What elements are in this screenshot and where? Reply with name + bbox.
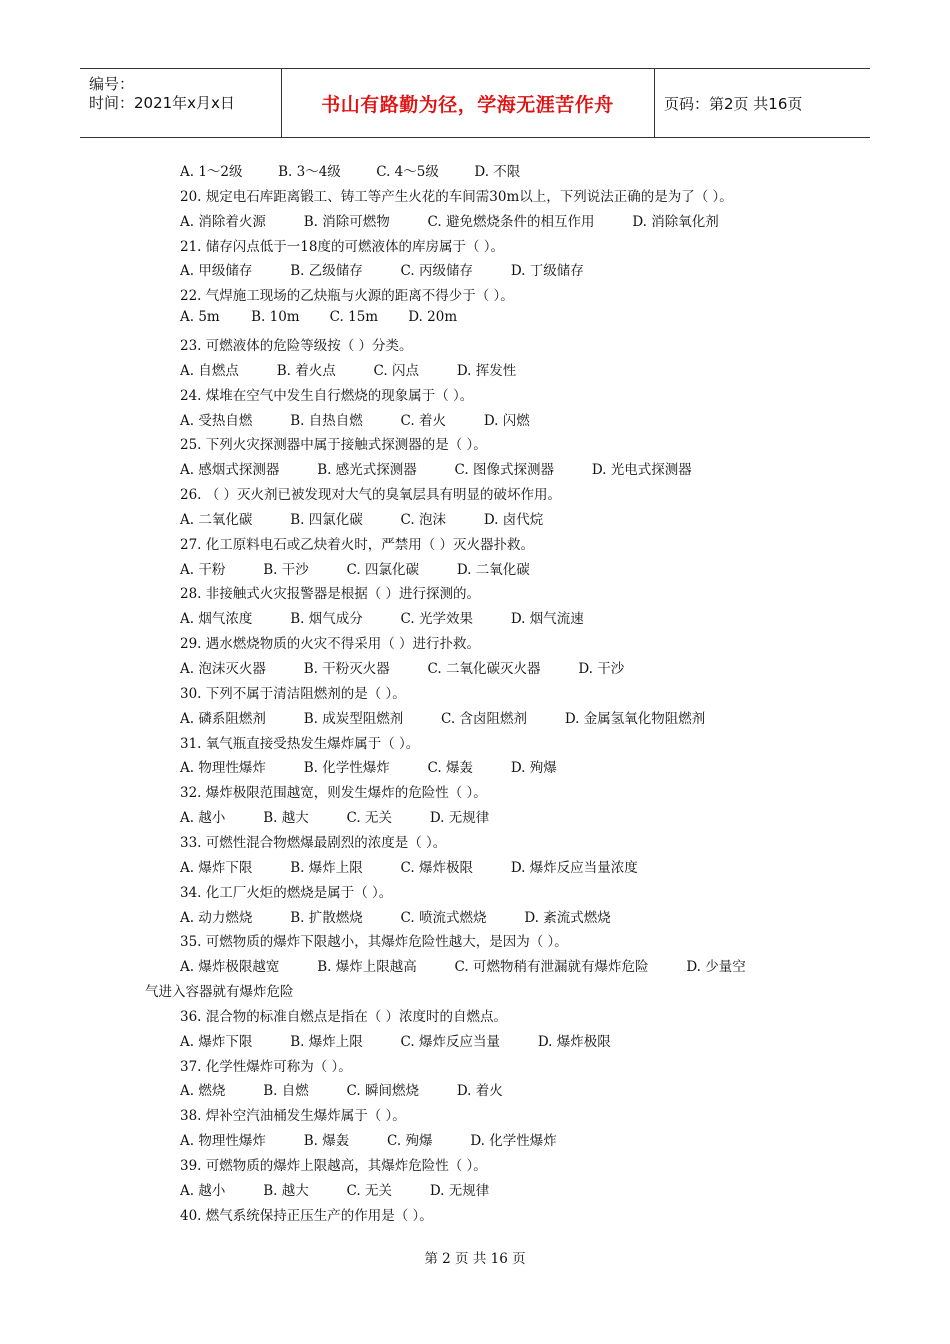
option-a: A. 甲级储存 xyxy=(180,263,253,280)
option-b: B. 四氯化碳 xyxy=(290,511,363,528)
option-c: C. 爆轰 xyxy=(427,760,473,777)
option-a: A. 爆炸极限越宽 xyxy=(180,959,280,976)
option-a: A. 物理性爆炸 xyxy=(180,760,266,777)
option-d: D. 丁级储存 xyxy=(510,263,584,280)
option-c: C. 含卤阻燃剂 xyxy=(441,710,527,727)
option-d: D. 不限 xyxy=(474,164,521,180)
option-c: C. 爆炸极限 xyxy=(400,859,473,876)
question-text: 39. 可燃物质的爆炸上限越高，其爆炸危险性（ ）。 xyxy=(180,1158,487,1174)
option-a: A. 烟气浓度 xyxy=(180,611,253,628)
option-b: B. 10m xyxy=(251,309,300,326)
question-text: 26. （ ）灭火剂已被发现对大气的臭氧层具有明显的破坏作用。 xyxy=(180,487,562,504)
option-c: C. 无关 xyxy=(346,1182,392,1199)
option-d: D. 干沙 xyxy=(578,661,625,677)
option-b: B. 越大 xyxy=(263,810,309,827)
option-c: C. 爆炸反应当量 xyxy=(400,1033,500,1050)
option-c: C. 闪点 xyxy=(373,362,419,379)
option-b: B. 扩散燃烧 xyxy=(290,909,363,926)
option-a: A. 动力燃烧 xyxy=(180,909,253,926)
question-text: 28. 非接触式火灾报警器是根据（ ）进行探测的。 xyxy=(180,586,481,603)
option-c: C. 喷流式燃烧 xyxy=(400,909,487,926)
option-d: D. 紊流式燃烧 xyxy=(524,909,611,926)
option-d: D. 消除氧化剂 xyxy=(632,213,719,230)
question-text: 38. 焊补空汽油桶发生爆炸属于（ ）。 xyxy=(180,1108,406,1125)
option-d: D. 挥发性 xyxy=(456,362,517,379)
question-text: 24. 煤堆在空气中发生自行燃烧的现象属于（ ）。 xyxy=(180,387,474,404)
question-text: 31. 氧气瓶直接受热发生爆炸属于（ ）。 xyxy=(180,735,420,752)
option-c: C. 避免燃烧条件的相互作用 xyxy=(427,213,595,230)
option-c: C. 15m xyxy=(329,309,379,326)
question-text: 32. 爆炸极限范围越宽，则发生爆炸的危险性（ ）。 xyxy=(180,785,487,802)
option-c: C. 丙级储存 xyxy=(400,263,473,280)
option-d: D. 爆炸反应当量浓度 xyxy=(510,859,638,876)
option-a: A. 干粉 xyxy=(180,561,226,578)
option-b: B. 爆炸上限 xyxy=(290,1033,363,1050)
option-a: A. 越小 xyxy=(180,1182,226,1199)
header-left-cell xyxy=(80,69,282,137)
option-a: A. 二氧化碳 xyxy=(180,511,253,528)
page-footer: 第 2 页 共 16 页 xyxy=(424,1251,526,1267)
option-a: A. 磷系阻燃剂 xyxy=(180,710,266,727)
option-a: A. 消除着火源 xyxy=(180,213,266,230)
option-c: C. 殉爆 xyxy=(387,1133,433,1150)
option-b: B. 自热自燃 xyxy=(290,412,363,429)
option-d: D. 光电式探测器 xyxy=(591,462,692,479)
option-a: A. 越小 xyxy=(180,810,226,827)
option-b: B. 爆炸上限越高 xyxy=(317,959,417,976)
question-text: 33. 可燃性混合物燃爆最剧烈的浓度是（ ）。 xyxy=(180,834,447,851)
page-header xyxy=(80,68,870,138)
document-number-label: 编号： xyxy=(89,75,135,93)
option-d: D. 无规律 xyxy=(429,1182,490,1199)
question-text: 40. 燃气系统保持正压生产的作用是（ ）。 xyxy=(180,1207,433,1224)
option-d: D. 二氧化碳 xyxy=(456,561,530,578)
question-text: 35. 可燃物质的爆炸下限越小，其爆炸危险性越大，是因为（ ）。 xyxy=(180,934,568,951)
option-c: C. 着火 xyxy=(400,412,446,429)
question-text: 21. 储存闪点低于一18度的可燃液体的库房属于（ ）。 xyxy=(180,238,504,255)
document-time-label: 时间：2021年x月x日 xyxy=(89,94,235,112)
option-c: C. 瞬间燃烧 xyxy=(346,1083,419,1100)
option-c: C. 无关 xyxy=(346,810,392,827)
option-b: B. 感光式探测器 xyxy=(317,462,417,479)
option-b: B. 3～4级 xyxy=(278,164,341,180)
question-text: 20. 规定电石库距离锻工、铸工等产生火花的车间需30m以上，下列说法正确的是为了（ ）。 xyxy=(180,188,733,205)
option-a: A. 自燃点 xyxy=(180,362,239,379)
option-d: D. 卤代烷 xyxy=(483,511,544,528)
header-page-cell xyxy=(655,69,870,137)
question-text: 27. 化工原料电石或乙炔着火时，严禁用（ ）灭火器扑救。 xyxy=(180,536,535,553)
option-d: D. 金属氢氧化物阻燃剂 xyxy=(564,710,706,727)
option-b: B. 烟气成分 xyxy=(290,611,363,628)
option-b: B. 成炭型阻燃剂 xyxy=(303,710,404,727)
option-b: B. 化学性爆炸 xyxy=(303,760,390,777)
question-text: 25. 下列火灾探测器中属于接触式探测器的是（ ）。 xyxy=(180,437,487,454)
option-b: B. 爆轰 xyxy=(303,1133,350,1150)
question-text: 34. 化工厂火炬的燃烧是属于（ ）。 xyxy=(180,884,393,901)
option-b: B. 消除可燃物 xyxy=(303,213,390,230)
option-c: C. 泡沫 xyxy=(400,511,446,528)
option-a: A. 物理性爆炸 xyxy=(180,1133,266,1150)
option-c: C. 可燃物稍有泄漏就有爆炸危险 xyxy=(454,959,649,976)
option-a: A. 受热自燃 xyxy=(180,412,253,429)
question-text: 30. 下列不属于清洁阻燃剂的是（ ）。 xyxy=(180,685,406,702)
question-text: 37. 化学性爆炸可称为（ ）。 xyxy=(180,1058,352,1075)
option-b: B. 越大 xyxy=(263,1182,309,1199)
header-page-info: 页码：第2页 共16页 xyxy=(664,94,803,113)
question-continuation: 气进入容器就有爆炸危险 xyxy=(145,984,294,1001)
option-c: C. 光学效果 xyxy=(400,611,473,628)
option-c: C. 四氯化碳 xyxy=(346,561,419,578)
option-b: B. 自燃 xyxy=(263,1083,309,1100)
option-b: B. 干沙 xyxy=(263,561,309,578)
question-text: 22. 气焊施工现场的乙炔瓶与火源的距离不得少于（ ）。 xyxy=(180,288,514,305)
option-d: D. 无规律 xyxy=(429,810,490,827)
option-a: A. 爆炸下限 xyxy=(180,859,253,876)
option-c: C. 4～5级 xyxy=(376,164,439,180)
option-b: B. 乙级储存 xyxy=(290,263,363,280)
option-a: A. 1～2级 xyxy=(180,164,243,180)
option-b: B. 干粉灭火器 xyxy=(303,661,390,677)
option-d: D. 化学性爆炸 xyxy=(470,1133,557,1150)
option-d: D. 20m xyxy=(408,309,458,326)
header-motto: 书山有路勤为径，学海无涯苦作舟 xyxy=(321,93,614,116)
option-d: D. 着火 xyxy=(456,1083,503,1100)
option-c: C. 图像式探测器 xyxy=(454,462,554,479)
question-text: 29. 遇水燃烧物质的火灾不得采用（ ）进行扑救。 xyxy=(180,636,481,653)
option-c: C. 二氧化碳灭火器 xyxy=(427,661,541,677)
question-text: 36. 混合物的标准自燃点是指在（ ）浓度时的自燃点。 xyxy=(180,1008,508,1025)
option-a: A. 燃烧 xyxy=(180,1083,226,1100)
option-a: A. 5m xyxy=(180,309,220,326)
question-text: 23. 可燃液体的危险等级按（ ）分类。 xyxy=(180,337,413,354)
option-a: A. 爆炸下限 xyxy=(180,1033,253,1050)
option-d: D. 殉爆 xyxy=(510,760,557,777)
option-a: A. 泡沫灭火器 xyxy=(180,661,266,677)
option-d: D. 闪燃 xyxy=(483,412,530,429)
option-d: D. 烟气流速 xyxy=(510,611,584,628)
option-d: D. 少量空 xyxy=(686,959,746,976)
option-a: A. 感烟式探测器 xyxy=(180,462,280,479)
option-b: B. 爆炸上限 xyxy=(290,859,363,876)
header-motto-cell xyxy=(281,69,655,137)
option-d: D. 爆炸极限 xyxy=(537,1033,611,1050)
option-b: B. 着火点 xyxy=(276,362,336,379)
